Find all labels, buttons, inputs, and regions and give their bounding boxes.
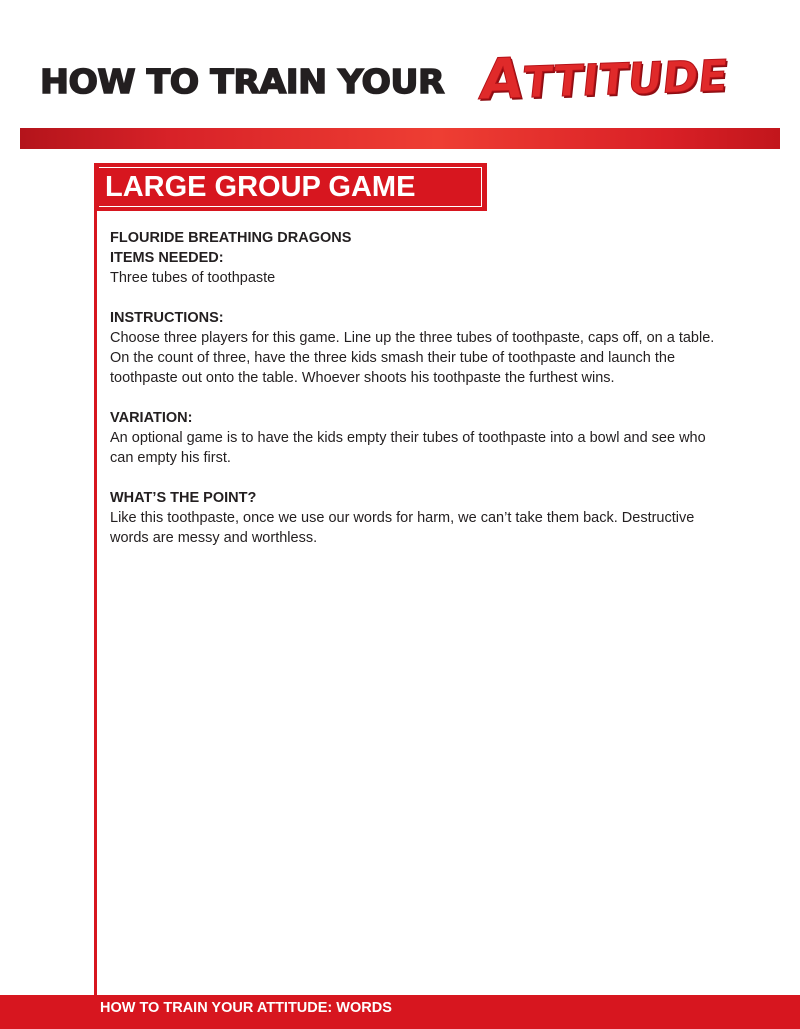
instructions-block <box>110 308 730 388</box>
game-content <box>110 228 730 568</box>
game-name: FLOURIDE BREATHING DRAGONS <box>110 230 352 246</box>
items-needed-block <box>110 248 730 288</box>
variation-block <box>110 408 730 468</box>
point-text: Like this toothpaste, once we use our words for harm, we can’t take them back. Destructive words are messy and worthless. <box>110 510 695 546</box>
section-title: LARGE GROUP GAME <box>105 171 416 203</box>
logo-title-accent-wrapper <box>476 38 763 114</box>
logo-title-prefix: HOW TO TRAIN YOUR <box>40 62 445 101</box>
section-banner <box>94 163 487 211</box>
point-heading: WHAT’S THE POINT? <box>110 490 257 506</box>
variation-text: An optional game is to have the kids empty their tubes of toothpaste into a bowl and see who can empty his first. <box>110 430 706 466</box>
items-needed-text: Three tubes of toothpaste <box>110 270 276 286</box>
logo-title-accent: ATTITUDE <box>476 46 731 114</box>
footer-bar <box>0 995 800 1029</box>
items-needed-heading: ITEMS NEEDED: <box>110 250 224 266</box>
instructions-text: Choose three players for this game. Line up the three tubes of toothpaste, caps off, on a table. On the count of three, have the three kids smash their tube of toothpaste and launch the toothpaste out onto the table. Whoever shoots his toothpaste the furthest wins. <box>110 330 715 386</box>
footer-text: HOW TO TRAIN YOUR ATTITUDE: WORDS <box>100 1000 392 1016</box>
header-logo <box>40 44 760 114</box>
point-block <box>110 488 730 548</box>
variation-heading: VARIATION: <box>110 410 193 426</box>
instructions-heading: INSTRUCTIONS: <box>110 310 224 326</box>
left-margin-line <box>94 163 97 995</box>
header-divider-bar <box>20 128 780 149</box>
